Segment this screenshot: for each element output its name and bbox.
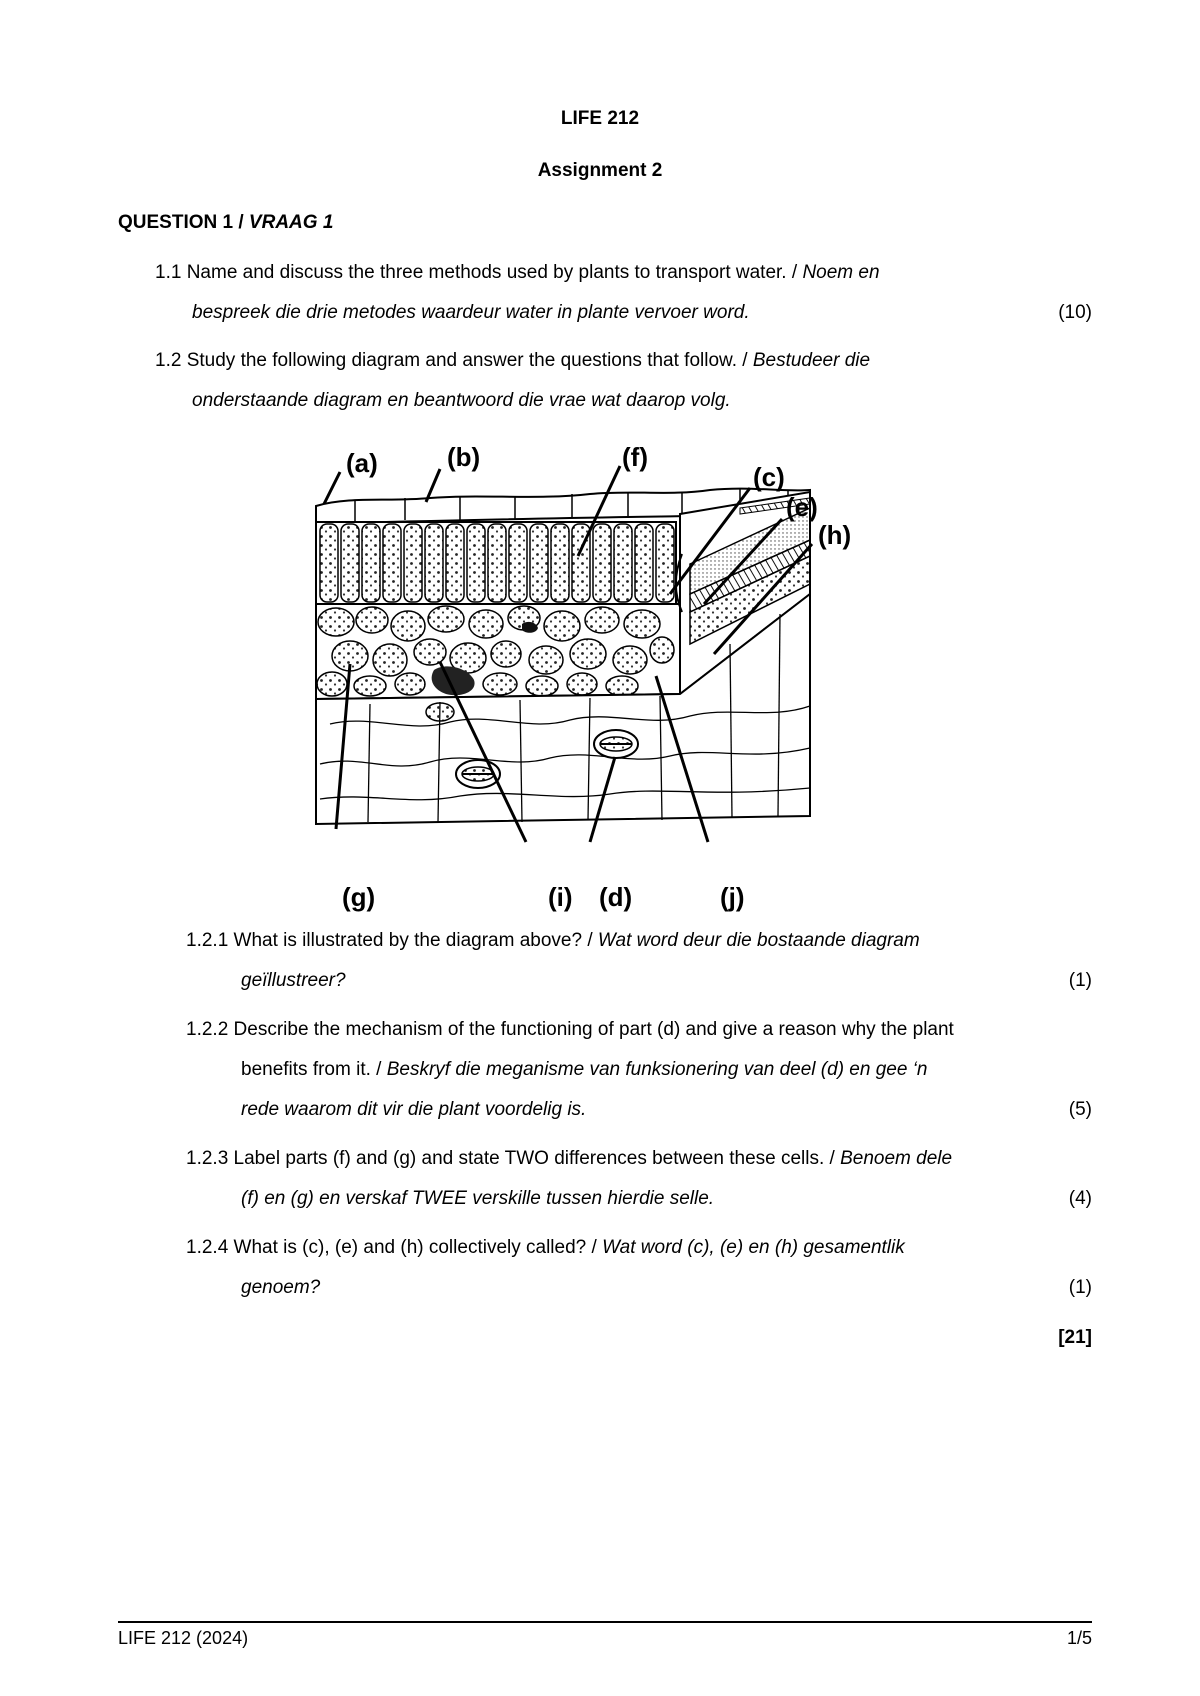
- label-e: (e): [786, 492, 818, 522]
- q1-2-3-line1: 1.2.3 Label parts (f) and (g) and state TWO differences between these cells. / Benoem dele: [186, 1148, 953, 1169]
- label-h: (h): [818, 520, 852, 550]
- course-title: LIFE 212: [560, 108, 640, 129]
- label-i: (i): [548, 882, 573, 912]
- label-g: (g): [342, 882, 376, 912]
- palisade-layer: [316, 522, 676, 604]
- label-c: (c): [753, 462, 785, 492]
- footer-course: LIFE 212 (2024): [118, 1628, 249, 1648]
- label-f: (f): [622, 444, 648, 472]
- q1-2-1-line2: geïllustreer?: [241, 970, 346, 991]
- label-d: (d): [599, 882, 633, 912]
- q1-2-4-line2: genoem?: [241, 1277, 321, 1298]
- q1-1-number: 1.1: [155, 262, 182, 283]
- q1-2-2-line1: 1.2.2 Describe the mechanism of the functioning of part (d) and give a reason why the plant: [186, 1019, 954, 1040]
- question-heading: QUESTION 1 / VRAAG 1: [118, 212, 334, 233]
- footer-divider: [118, 1621, 1092, 1623]
- q1-2-4-number: 1.2.4: [186, 1237, 229, 1258]
- q1-2-number: 1.2: [155, 350, 182, 371]
- label-j: (j): [720, 882, 745, 912]
- q1-2-2-number: 1.2.2: [186, 1019, 229, 1040]
- q1-2-3-marks: (4): [1068, 1188, 1092, 1209]
- q1-2-3-number: 1.2.3: [186, 1148, 229, 1169]
- question-total: [21]: [1058, 1327, 1092, 1348]
- q1-2-1-line1: 1.2.1 What is illustrated by the diagram above? / Wat word deur die bostaande diagram: [186, 930, 920, 951]
- q1-2-2-marks: (5): [1068, 1099, 1092, 1120]
- q1-2-1-marks: (1): [1068, 970, 1092, 991]
- q1-2-4-marks: (1): [1068, 1277, 1092, 1298]
- q1-2-line2: onderstaande diagram en beantwoord die vrae wat daarop volg.: [192, 390, 731, 411]
- question-title: QUESTION 1: [118, 212, 234, 233]
- label-b: (b): [447, 444, 481, 472]
- page-number: 1/5: [1066, 1628, 1092, 1648]
- stoma: [594, 730, 638, 758]
- q1-2-1-number: 1.2.1: [186, 930, 229, 951]
- stoma: [426, 703, 454, 721]
- spongy-layer: [316, 604, 680, 699]
- q1-1-line2: bespreek die drie metodes waardeur water in plante vervoer word.: [192, 302, 750, 323]
- assignment-title: Assignment 2: [537, 160, 663, 181]
- q1-2-2-line3: rede waarom dit vir die plant voordelig is.: [241, 1099, 587, 1120]
- q1-2-4-line1: 1.2.4 What is (c), (e) and (h) collectively called? / Wat word (c), (e) en (h) gesamentlik: [186, 1237, 905, 1258]
- q1-2-3-line2: (f) en (g) en verskaf TWEE verskille tussen hierdie selle.: [241, 1188, 715, 1209]
- leaf-cross-section-diagram: [310, 444, 900, 914]
- q1-2-line1: 1.2 Study the following diagram and answer the questions that follow. / Bestudeer die: [155, 350, 871, 371]
- q1-1-line1: 1.1 Name and discuss the three methods used by plants to transport water. / Noem en: [155, 262, 880, 283]
- q1-1-marks: (10): [1058, 302, 1092, 323]
- label-a: (a): [346, 448, 378, 478]
- question-title-af: VRAAG 1: [248, 212, 334, 233]
- q1-2-2-line2: benefits from it. / Beskryf die meganisme van funksionering van deel (d) en gee ‘n: [241, 1059, 928, 1080]
